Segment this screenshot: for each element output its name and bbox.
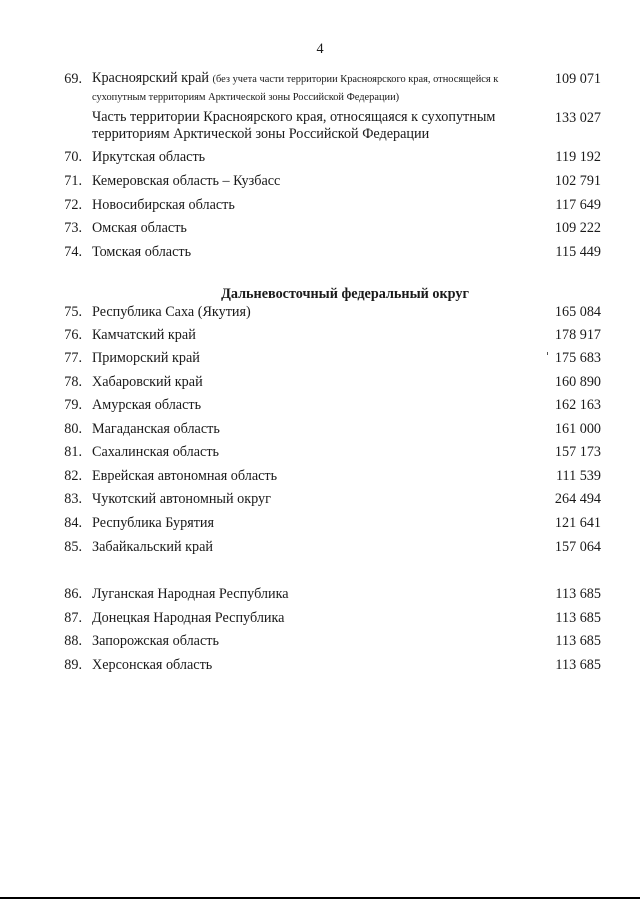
- region-name: Иркутская область: [92, 149, 206, 165]
- row-number: 76.: [64, 327, 82, 343]
- region-value: 157 064: [554, 539, 601, 555]
- region-name: Еврейская автономная область: [92, 468, 278, 484]
- table-row: [0, 514, 640, 536]
- row-number: 77.: [64, 350, 82, 366]
- region-name: Забайкальский край: [92, 539, 213, 555]
- row-number: 83.: [64, 491, 82, 507]
- region-value: 119 192: [555, 149, 601, 165]
- table-row-69: [0, 70, 640, 110]
- region-value: 133 027: [554, 110, 601, 126]
- region-value: 175 683: [554, 350, 601, 366]
- region-value: 113 685: [555, 633, 601, 649]
- region-value: 117 649: [555, 197, 601, 213]
- row-number: 69.: [64, 71, 82, 87]
- row-number: 84.: [64, 515, 82, 531]
- row-number: 70.: [64, 149, 82, 165]
- table-row: [0, 420, 640, 442]
- table-row: [0, 443, 640, 465]
- region-value: 115 449: [555, 244, 601, 260]
- region-value: 178 917: [554, 327, 601, 343]
- region-name: Чукотский автономный округ: [92, 491, 271, 507]
- table-row: [0, 632, 640, 654]
- region-name: Донецкая Народная Республика: [92, 610, 285, 626]
- table-row: [0, 196, 640, 218]
- region-name: Хабаровский край: [92, 374, 203, 390]
- region-value: 157 173: [554, 444, 601, 460]
- region-name: Кемеровская область – Кузбасс: [92, 173, 281, 189]
- scan-edge-line: [0, 897, 640, 899]
- row-number: 89.: [64, 657, 82, 673]
- row-number: 86.: [64, 586, 82, 602]
- region-value: 113 685: [555, 586, 601, 602]
- region-value: 111 539: [555, 468, 601, 484]
- region-name: Магаданская область: [92, 421, 220, 437]
- table-row: [0, 148, 640, 170]
- row-number: 85.: [64, 539, 82, 555]
- region-value: 102 791: [554, 173, 601, 189]
- table-row: [0, 349, 640, 371]
- scan-speck: [547, 352, 548, 355]
- region-value: 109 071: [554, 71, 601, 87]
- region-value: 161 000: [554, 421, 601, 437]
- row-number: 75.: [64, 304, 82, 320]
- table-row: [0, 219, 640, 241]
- region-name: Томская область: [92, 244, 192, 260]
- region-name: Луганская Народная Республика: [92, 586, 289, 602]
- region-name: Республика Саха (Якутия): [92, 304, 251, 320]
- table-row: [0, 373, 640, 395]
- row-number: 79.: [64, 397, 82, 413]
- region-name: Амурская область: [92, 397, 202, 413]
- table-row: [0, 490, 640, 512]
- region-name: [92, 70, 534, 106]
- region-name: Приморский край: [92, 350, 200, 366]
- region-name: Херсонская область: [92, 657, 213, 673]
- table-row: [0, 243, 640, 265]
- row-number: 80.: [64, 421, 82, 437]
- region-name: Омская область: [92, 220, 187, 236]
- region-name: Часть территории Красноярского края, относящаяся к сухопутным территориям Арктической зоны Российской Федерации: [92, 109, 496, 142]
- region-name: Камчатский край: [92, 327, 196, 343]
- region-value: 113 685: [555, 657, 601, 673]
- region-value: 160 890: [554, 374, 601, 390]
- table-row: [0, 585, 640, 607]
- region-name: Республика Бурятия: [92, 515, 215, 531]
- page-number: 4: [316, 41, 324, 57]
- row-number: 73.: [64, 220, 82, 236]
- row-number: 72.: [64, 197, 82, 213]
- region-name: Сахалинская область: [92, 444, 220, 460]
- row-number: 71.: [64, 173, 82, 189]
- region-value: 113 685: [555, 610, 601, 626]
- region-name: Запорожская область: [92, 633, 219, 649]
- row-number: 81.: [64, 444, 82, 460]
- table-row: [0, 326, 640, 348]
- table-row: [0, 467, 640, 489]
- table-row: [0, 609, 640, 631]
- table-row: [0, 303, 640, 325]
- row-number: 82.: [64, 468, 82, 484]
- table-row: [0, 172, 640, 194]
- region-value: 109 222: [554, 220, 601, 236]
- region-value: 165 084: [554, 304, 601, 320]
- region-value: 264 494: [554, 491, 601, 507]
- row-number: 87.: [64, 610, 82, 626]
- row-number: 88.: [64, 633, 82, 649]
- region-name-main: Красноярский край: [92, 70, 209, 86]
- region-name: Новосибирская область: [92, 197, 235, 213]
- row-number: 78.: [64, 374, 82, 390]
- region-value: 121 641: [554, 515, 601, 531]
- region-value: 162 163: [554, 397, 601, 413]
- section-heading: Дальневосточный федеральный округ: [221, 286, 469, 302]
- table-row: [0, 656, 640, 678]
- region-name-note: (без учета части территории Красноярского края, относящейся к сухопутным территориям Арктической зоны Российской Федерации): [92, 74, 499, 103]
- table-row: [0, 396, 640, 418]
- table-row: [0, 538, 640, 560]
- row-number: 74.: [64, 244, 82, 260]
- table-row-69-part: [0, 109, 640, 149]
